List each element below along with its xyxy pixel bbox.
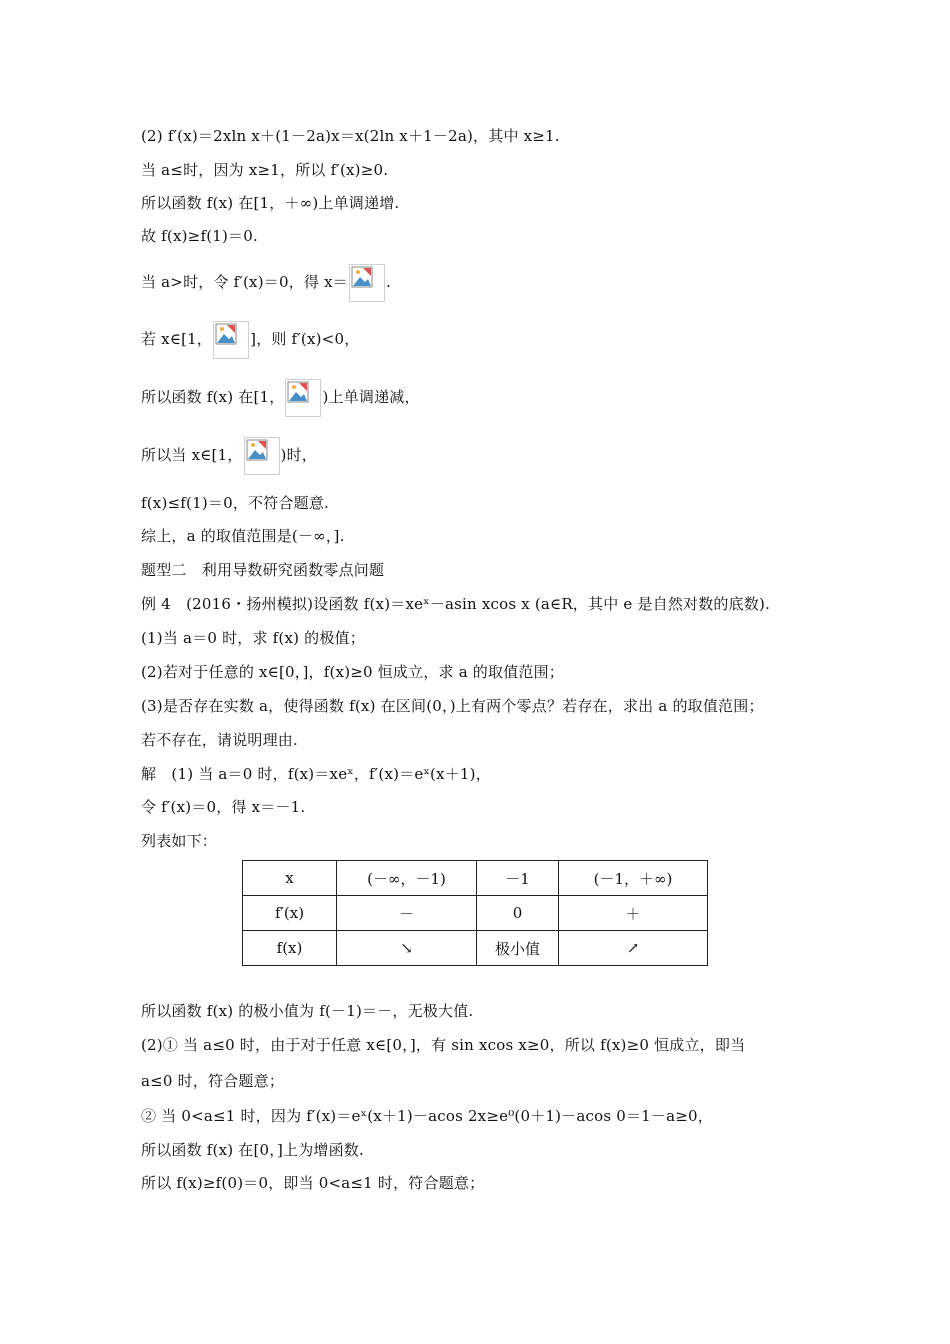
table-cell: f(x) xyxy=(243,931,337,966)
text-segment: 当 a>时，令 f′(x)＝0，得 x＝ xyxy=(141,273,348,291)
text-line: 所以函数 f(x) 的极小值为 f(－1)＝－，无极大值. xyxy=(141,1002,474,1020)
text-line: 所以 f(x)≥f(0)＝0，即当 0<a≤1 时，符合题意； xyxy=(141,1174,485,1192)
text-line: 故 f(x)≥f(1)＝0. xyxy=(141,227,258,245)
text-line xyxy=(141,263,391,302)
missing-image-icon xyxy=(213,321,249,359)
text-line: (2) f′(x)＝2xln x＋(1－2a)x＝x(2ln x＋1－2a)，其中 x≥1. xyxy=(141,127,560,145)
text-segment: )上单调递减， xyxy=(322,388,420,406)
table-cell: ＋ xyxy=(559,896,708,931)
text-line xyxy=(141,436,317,475)
text-line: 解 (1) 当 a＝0 时，f(x)＝xeˣ，f′(x)＝eˣ(x＋1)， xyxy=(141,765,491,783)
table-row xyxy=(243,861,708,896)
missing-image-icon xyxy=(349,264,385,302)
text-segment: ]，则 f′(x)<0， xyxy=(250,330,360,348)
table-cell: (－∞，－1) xyxy=(337,861,477,896)
table-cell: ↗ xyxy=(559,931,708,966)
text-line: 当 a≤时，因为 x≥1，所以 f′(x)≥0. xyxy=(141,161,389,179)
table-cell: 0 xyxy=(477,896,559,931)
text-line: f(x)≤f(1)＝0，不符合题意. xyxy=(141,494,329,512)
table-cell: (－1，＋∞) xyxy=(559,861,708,896)
text-segment: 若 x∈[1， xyxy=(141,330,213,348)
text-line: a≤0 时，符合题意； xyxy=(141,1072,285,1090)
text-line: (3)是否存在实数 a，使得函数 f(x) 在区间(0，)上有两个零点？若存在，求出 a 的取值范围； xyxy=(141,697,764,715)
text-line: (2)① 当 a≤0 时，由于对于任意 x∈[0，]，有 sin xcos x≥0，所以 f(x)≥0 恒成立，即当 xyxy=(141,1036,746,1054)
text-line xyxy=(141,320,359,359)
table-cell: －1 xyxy=(477,861,559,896)
table-cell: x xyxy=(243,861,337,896)
missing-image-icon xyxy=(285,379,321,417)
text-line: 令 f′(x)＝0，得 x＝－1. xyxy=(141,798,306,816)
table-cell: 极小值 xyxy=(477,931,559,966)
text-line: 所以函数 f(x) 在[0，]上为增函数. xyxy=(141,1141,364,1159)
text-segment: )时， xyxy=(280,446,317,464)
text-segment: 所以当 x∈[1， xyxy=(141,446,243,464)
text-segment: 所以函数 f(x) 在[1， xyxy=(141,388,285,406)
text-line: (2)若对于任意的 x∈[0，]，f(x)≥0 恒成立，求 a 的取值范围； xyxy=(141,663,565,681)
text-line: 所以函数 f(x) 在[1，＋∞)上单调递增. xyxy=(141,194,400,212)
text-line xyxy=(141,378,420,417)
table-row xyxy=(243,896,708,931)
text-line: 综上，a 的取值范围是(－∞，]. xyxy=(141,527,345,545)
section-heading: 题型二 利用导数研究函数零点问题 xyxy=(141,561,385,579)
table-cell: ↘ xyxy=(337,931,477,966)
text-line: (1)当 a＝0 时，求 f(x) 的极值； xyxy=(141,629,365,647)
text-line: 若不存在，请说明理由. xyxy=(141,731,298,749)
missing-image-icon xyxy=(244,437,280,475)
text-line: 例 4 (2016・扬州模拟)设函数 f(x)＝xeˣ－asin xcos x (a∈R，其中 e 是自然对数的底数). xyxy=(141,595,771,613)
text-line: 列表如下： xyxy=(141,832,218,850)
table-row xyxy=(243,931,708,966)
text-line: ② 当 0<a≤1 时，因为 f′(x)＝eˣ(x＋1)－acos 2x≥e⁰(0＋1)－acos 0＝1－a≥0， xyxy=(141,1107,713,1125)
table-cell: － xyxy=(337,896,477,931)
sign-table xyxy=(242,860,708,966)
table-cell: f′(x) xyxy=(243,896,337,931)
text-segment: . xyxy=(385,273,391,291)
